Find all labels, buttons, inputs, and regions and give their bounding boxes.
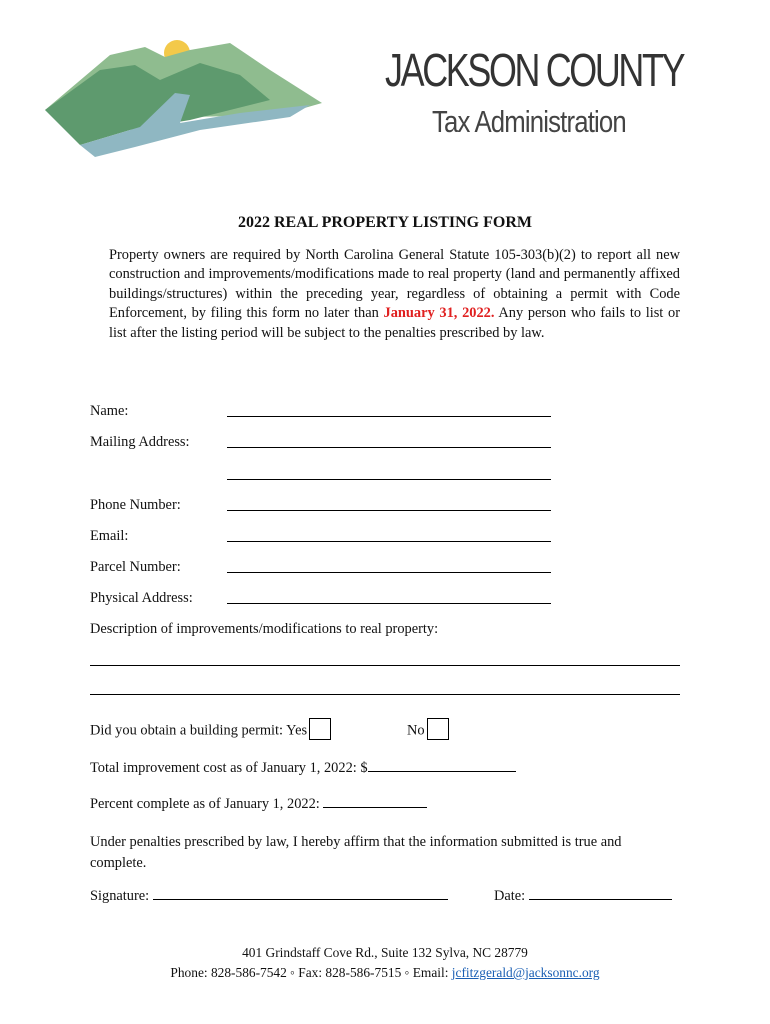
- name-label: Name:: [90, 403, 129, 419]
- description-label: Description of improvements/modifications to real property:: [90, 621, 439, 637]
- improvement-cost-row: [90, 757, 516, 777]
- mailing-address-input-line[interactable]: [227, 447, 551, 448]
- percent-complete-row: [90, 793, 427, 813]
- footer-email-link[interactable]: jcfitzgerald@jacksonnc.org: [451, 965, 600, 980]
- building-permit-question: [90, 720, 331, 742]
- county-logo-mountains-icon: [40, 35, 325, 160]
- signature-row: [90, 885, 448, 905]
- improvement-cost-label: Total improvement cost as of January 1, 2022: $: [90, 760, 368, 776]
- mailing-address-line-2[interactable]: [227, 479, 551, 480]
- listing-deadline: January 31, 2022.: [383, 305, 495, 322]
- percent-complete-label: Percent complete as of January 1, 2022:: [90, 796, 320, 812]
- percent-complete-input-line[interactable]: [323, 793, 427, 808]
- phone-number-input-line[interactable]: [227, 510, 551, 511]
- mailing-address-label: Mailing Address:: [90, 434, 190, 450]
- parcel-number-label: Parcel Number:: [90, 559, 181, 575]
- form-title: 2022 REAL PROPERTY LISTING FORM: [238, 214, 532, 231]
- description-input-line-2[interactable]: [90, 694, 680, 695]
- name-input-line[interactable]: [227, 416, 551, 417]
- county-name: JACKSON COUNTY: [385, 44, 684, 96]
- parcel-number-input-line[interactable]: [227, 572, 551, 573]
- permit-no-checkbox[interactable]: [427, 718, 449, 740]
- improvement-cost-input-line[interactable]: [368, 757, 516, 772]
- permit-yes-label: Did you obtain a building permit: Yes: [90, 722, 308, 739]
- intro-paragraph: Property owners are required by North Carolina General Statute 105-303(b)(2) to report all new construction and improvements/modifications made to real property (land and permanently affixed buildings/structures) within the preceding year, regardless of obtaining a permit with Code Enforcement, by filing this form no later than January 31, 2022. Any person who fails to list or list after the listing period will be subject to the penalties prescribed by law.: [109, 247, 680, 341]
- signature-label: Signature:: [90, 888, 150, 904]
- department-name: Tax Administration: [432, 104, 626, 139]
- date-label: Date:: [494, 888, 526, 904]
- physical-address-input-line[interactable]: [227, 603, 551, 604]
- phone-number-label: Phone Number:: [90, 497, 181, 513]
- email-input-line[interactable]: [227, 541, 551, 542]
- date-input-line[interactable]: [529, 885, 672, 900]
- signature-input-line[interactable]: [153, 885, 448, 900]
- email-label: Email:: [90, 528, 129, 544]
- footer-contact: [0, 963, 770, 983]
- permit-no-option: [407, 720, 449, 742]
- footer-address: 401 Grindstaff Cove Rd., Suite 132 Sylva, NC 28779: [242, 945, 528, 960]
- permit-yes-checkbox[interactable]: [309, 718, 331, 740]
- date-row: [494, 885, 672, 905]
- description-input-line-1[interactable]: [90, 665, 680, 666]
- permit-no-label: No: [407, 722, 425, 739]
- affirmation-text: Under penalties prescribed by law, I hereby affirm that the information submitted is true and complete.: [90, 834, 622, 871]
- footer-phone-fax: Phone: 828-586-7542 ◦ Fax: 828-586-7515 ◦ Email:: [170, 965, 452, 980]
- physical-address-label: Physical Address:: [90, 590, 193, 606]
